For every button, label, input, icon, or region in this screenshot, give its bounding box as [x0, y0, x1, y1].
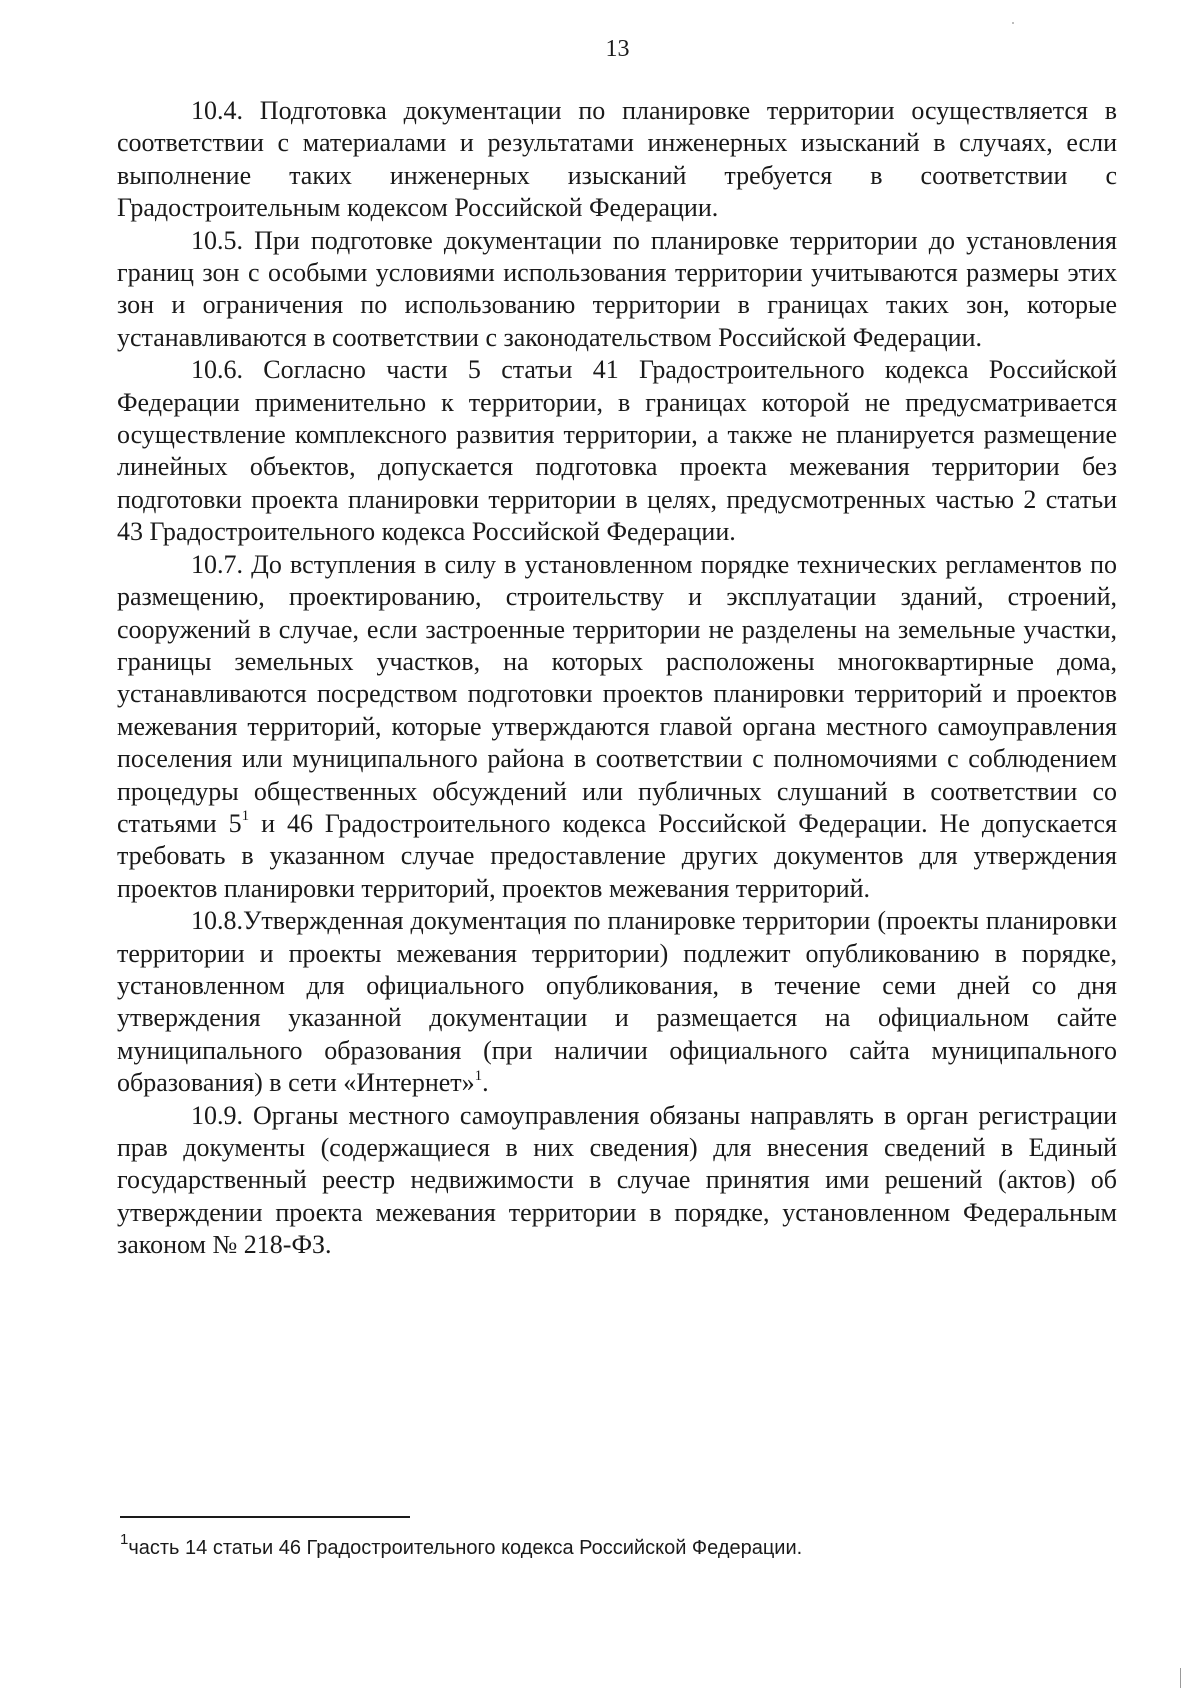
- paragraph-text: .: [482, 1068, 489, 1098]
- paragraph-text: и 46 Градостроительного кодекса Российской Федерации. Не допускается требовать в указанном случае предоставление других документов для утверждения проектов планировки территорий, проектов межевания территорий.: [117, 808, 1117, 903]
- paragraph-10-8: [117, 905, 1117, 1099]
- footnote: [120, 1531, 1120, 1561]
- paragraph-text: 10.8.Утвержденная документация по планировке территории (проекты планировки территории и проекты межевания территории) подлежит опубликованию в порядке, установленном для официального опубликования, в течение семи дней со дня утверждения указанной документации и размещается на официальном сайте муниципального образования (при наличии официального сайта муниципального образования) в сети «Интернет»: [117, 906, 1117, 1098]
- footnote-text: часть 14 статьи 46 Градостроительного кодекса Российской Федерации.: [128, 1537, 803, 1559]
- page-number: 13: [605, 36, 630, 62]
- footnote-reference: 1: [474, 1067, 483, 1084]
- footnote-reference: 1: [241, 808, 250, 825]
- scan-artifact-tick: [1180, 1668, 1181, 1688]
- paragraph-text: 10.9. Органы местного самоуправления обязаны направлять в орган регистрации прав документы (содержащиеся в них сведения) для внесения сведений в Единый государственный реестр недвижимости в случае принятия ими решений (актов) об утверждении проекта межевания территории в порядке, установленном Федеральным законом № 218-ФЗ.: [117, 1100, 1117, 1260]
- scan-artifact-dot: [1012, 22, 1014, 24]
- paragraph-10-7: [117, 549, 1117, 905]
- paragraph-text: 10.7. До вступления в силу в установленном порядке технических регламентов по размещению, проектированию, строительству и эксплуатации зданий, строений, сооружений в случае, если застроенные территории не разделены на земельные участки, границы земельных участков, на которых расположены многоквартирные дома, устанавливаются посредством подготовки проектов планировки территорий и проектов межевания территорий, которые утверждаются главой органа местного самоуправления поселения или муниципального района в соответствии с полномочиями с соблюдением процедуры общественных обсуждений или публичных слушаний в соответствии со статьями 5: [117, 549, 1117, 838]
- document-body: [117, 95, 1117, 1262]
- paragraph-text: 10.6. Согласно части 5 статьи 41 Градостроительного кодекса Российской Федерации применительно к территории, в границах которой не предусматривается осуществление комплексного развития территории, а также не планируется размещение линейных объектов, допускается подготовка проекта межевания территории без подготовки проекта планировки территории в целях, предусмотренных частью 2 статьи 43 Градостроительного кодекса Российской Федерации.: [117, 355, 1117, 547]
- paragraph-text: 10.4. Подготовка документации по планировке территории осуществляется в соответствии с материалами и результатами инженерных изысканий в случаях, если выполнение таких инженерных изысканий требуется в соответствии с Градостроительным кодексом Российской Федерации.: [117, 96, 1117, 223]
- paragraph-10-6: [117, 354, 1117, 548]
- footnote-separator: [120, 1516, 410, 1518]
- footnote-marker: 1: [120, 1531, 129, 1549]
- paragraph-10-5: [117, 225, 1117, 355]
- paragraph-text: 10.5. При подготовке документации по планировке территории до установления границ зон с особыми условиями использования территории учитываются размеры этих зон и ограничения по использованию территории в границах таких зон, которые устанавливаются в соответствии с законодательством Российской Федерации.: [117, 225, 1117, 352]
- paragraph-10-9: [117, 1100, 1117, 1262]
- paragraph-10-4: [117, 95, 1117, 225]
